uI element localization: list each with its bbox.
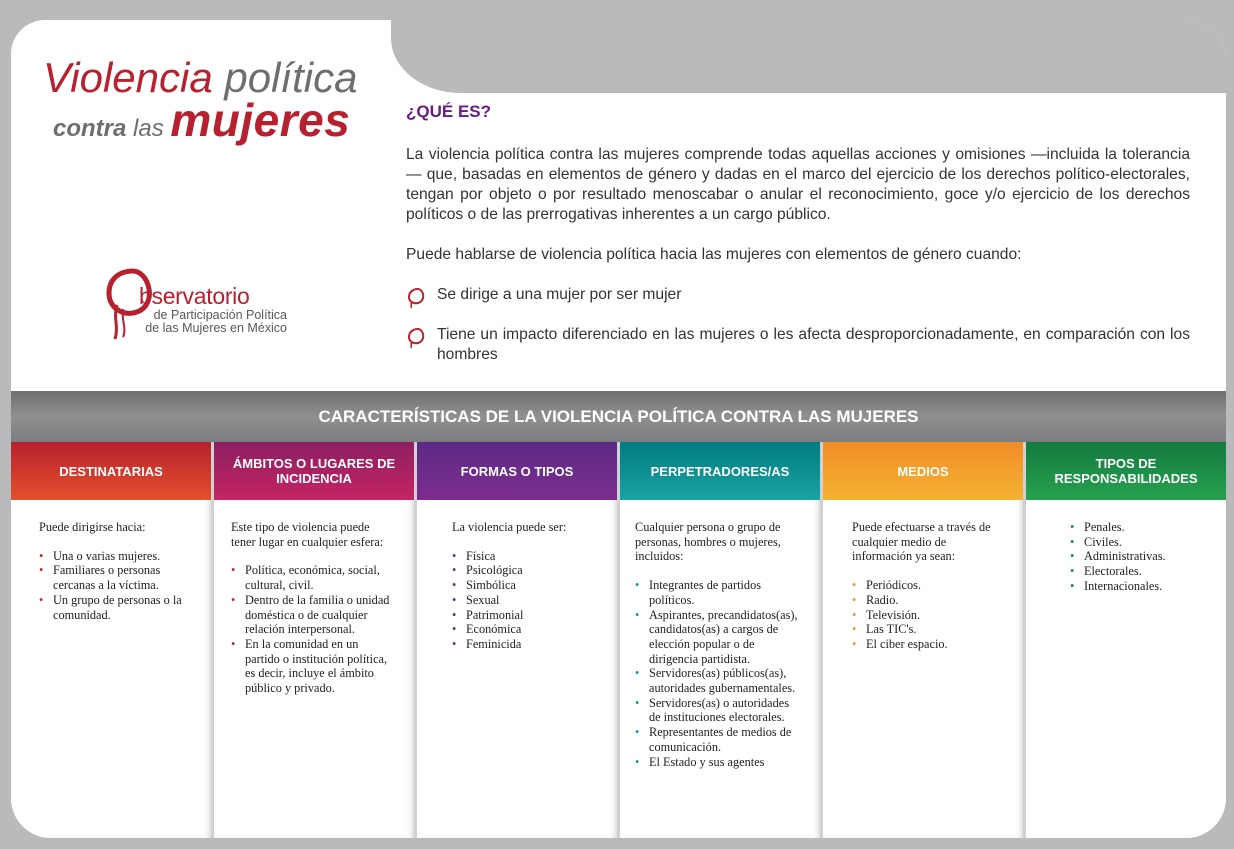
title-las: las [133, 115, 164, 142]
list-item: • Radio. [852, 593, 1005, 608]
logo-subtitle: de Participación Política de las Mujeres en México [145, 308, 287, 335]
list-item: • Integrantes de partidos políticos. [635, 578, 802, 607]
list-item: Tiene un impacto diferenciado en las mujeres o les afecta desproporcionadamente, en comparación con los hombres [406, 325, 1190, 365]
title-violencia: Violencia [43, 54, 213, 101]
list-item: • Las TIC's. [852, 622, 1005, 637]
list-item: • Internacionales. [1070, 579, 1208, 594]
list-item: • Periódicos. [852, 578, 1005, 593]
list-item: Se dirige a una mujer por ser mujer [406, 285, 1190, 305]
list-item: • Civiles. [1070, 535, 1208, 550]
list-item: • El ciber espacio. [852, 637, 1005, 652]
list-item: • Familiares o personas cercanas a la víctima. [39, 563, 193, 592]
list-item: • Sexual [452, 593, 599, 608]
column-header: PERPETRADORES/AS [620, 442, 820, 500]
column-destinatarias [11, 442, 214, 838]
criteria-list [406, 285, 1190, 365]
list-item: • Psicológica [452, 563, 599, 578]
lead-paragraph: Puede hablarse de violencia política hacia las mujeres con elementos de género cuando: [406, 246, 1022, 263]
column-lead: La violencia puede ser: [452, 520, 567, 534]
infographic-title [43, 56, 383, 149]
column-responsabilidades [1026, 442, 1226, 838]
list-item: • Un grupo de personas o la comunidad. [39, 593, 193, 622]
logo-wordmark: bservatorio [139, 283, 250, 309]
list-item: • Electorales. [1070, 564, 1208, 579]
list-item: • Económica [452, 622, 599, 637]
characteristics-band: CARACTERÍSTICAS DE LA VIOLENCIA POLÍTICA CONTRA LAS MUJERES [11, 391, 1226, 442]
column-header: TIPOS DE RESPONSABILIDADES [1026, 442, 1226, 500]
column-header: DESTINATARIAS [11, 442, 211, 500]
card-top-notch [391, 20, 1226, 93]
column-perpetradores [620, 442, 823, 838]
infographic-card [11, 20, 1226, 838]
list-item: • Feminicida [452, 637, 599, 652]
list-item: • Televisión. [852, 608, 1005, 623]
column-medios [823, 442, 1026, 838]
intro-text [406, 145, 1190, 385]
list-item: • El Estado y sus agentes [635, 755, 802, 770]
title-mujeres: mujeres [170, 94, 351, 146]
observatorio-bullet-icon [406, 327, 426, 349]
column-header: FORMAS O TIPOS [417, 442, 617, 500]
list-item: • Dentro de la familia o unidad doméstica o de cualquier relación interpersonal. [231, 593, 396, 637]
column-ambitos [214, 442, 417, 838]
list-item: • En la comunidad en un partido o institución política, es decir, incluye el ámbito público y privado. [231, 637, 396, 696]
column-formas [417, 442, 620, 838]
column-header: MEDIOS [823, 442, 1023, 500]
title-politica: política [224, 54, 358, 101]
list-item: • Patrimonial [452, 608, 599, 623]
characteristics-columns [11, 442, 1226, 838]
column-lead: Este tipo de violencia puede tener lugar en cualquier esfera: [231, 520, 384, 549]
list-item: • Aspirantes, precandidatos(as), candidatos(as) a cargos de elección popular o de dirigencia partidista. [635, 608, 802, 667]
observatorio-logo [103, 265, 303, 345]
observatorio-bullet-icon [406, 287, 426, 309]
list-item: • Representantes de medios de comunicación. [635, 725, 802, 754]
que-es-heading: ¿QUÉ ES? [406, 102, 492, 121]
list-item: • Administrativas. [1070, 549, 1208, 564]
column-lead: Puede dirigirse hacia: [39, 520, 146, 534]
column-lead: Puede efectuarse a través de cualquier medio de información ya sean: [852, 520, 991, 564]
list-item: • Servidores(as) públicos(as), autoridades gubernamentales. [635, 666, 802, 695]
list-item: • Política, económica, social, cultural, civil. [231, 563, 396, 592]
column-header: ÁMBITOS O LUGARES DE INCIDENCIA [214, 442, 414, 500]
list-item: • Servidores(as) o autoridades de instituciones electorales. [635, 696, 802, 725]
list-item: • Física [452, 549, 599, 564]
title-contra: contra [53, 115, 127, 142]
definition-paragraph: La violencia política contra las mujeres comprende todas aquellas acciones y omisiones —incluida la tolerancia— que, basadas en elementos de género y dadas en el marco del ejercicio de los derechos político-electorales, tengan por objeto o por resultado menoscabar o anular el reconocimiento, goce y/o ejercicio de los derechos políticos o de las prerrogativas inherentes a un cargo público. [406, 146, 1190, 223]
list-item: • Una o varias mujeres. [39, 549, 193, 564]
list-item: • Simbólica [452, 578, 599, 593]
column-lead: Cualquier persona o grupo de personas, hombres o mujeres, incluidos: [635, 520, 781, 564]
list-item: • Penales. [1070, 520, 1208, 535]
